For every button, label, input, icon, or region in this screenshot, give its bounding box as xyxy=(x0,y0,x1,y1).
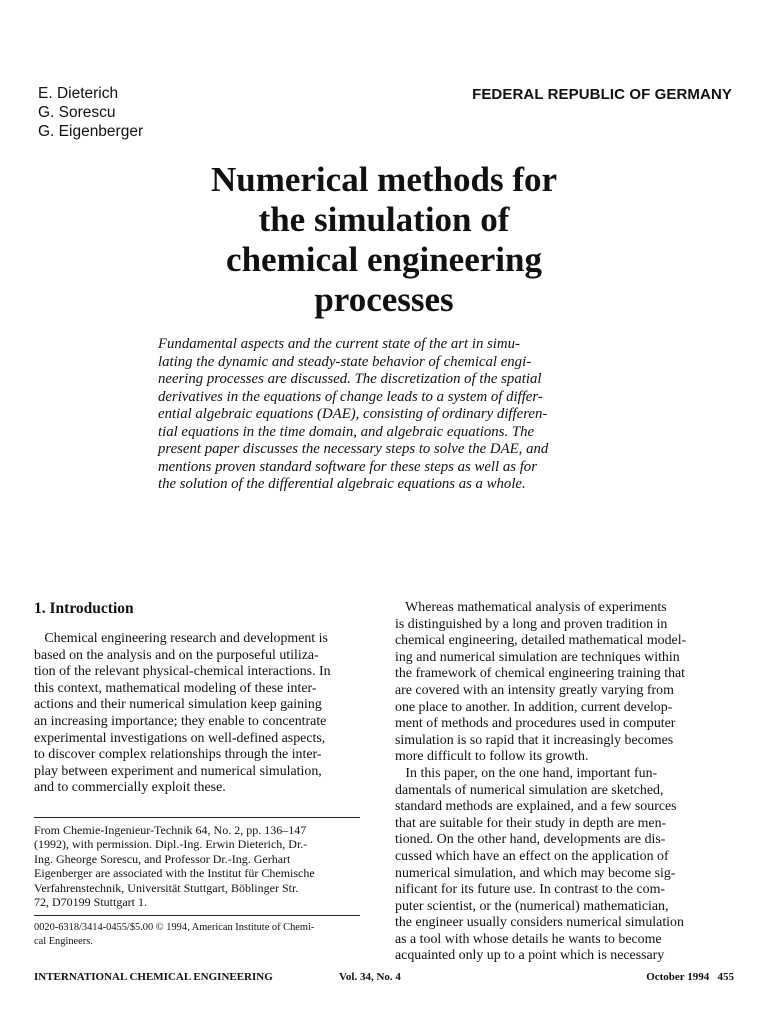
copyright-footnote xyxy=(34,921,366,948)
footnote-line: From Chemie-Ingenieur-Technik 64, No. 2, pp. 136–147 xyxy=(34,823,307,837)
body-line: damentals of numerical simulation are sketched, xyxy=(395,782,664,798)
abstract-line: mentions proven standard software for these steps as well as for xyxy=(158,458,537,475)
body-line: acquainted only up to a point which is necessary xyxy=(395,948,665,964)
body-line: actions and their numerical simulation keep gaining xyxy=(34,697,322,713)
date-page-label: October 1994 455 xyxy=(646,971,734,983)
body-line: numerical simulation, and which may become sig- xyxy=(395,865,676,881)
body-line: Whereas mathematical analysis of experiments xyxy=(395,600,667,615)
body-line: an increasing importance; they enable to concentrate xyxy=(34,713,327,729)
abstract-line: tial equations in the time domain, and algebraic equations. The xyxy=(158,423,535,440)
body-line: one place to another. In addition, current develop- xyxy=(395,699,673,715)
body-line: standard methods are explained, and a few sources xyxy=(395,799,677,815)
footnote-line: 72, D70199 Stuttgart 1. xyxy=(34,895,147,910)
footnote-line: Verfahrenstechnik, Universität Stuttgart, Böblinger Str. xyxy=(34,880,299,895)
author-name: E. Dieterich xyxy=(38,85,119,102)
abstract-line: derivatives in the equations of change leads to a system of differ- xyxy=(158,388,543,405)
body-line: and to commercially exploit these. xyxy=(34,780,226,796)
body-line: is distinguished by a long and proven tradition in xyxy=(395,616,668,632)
volume-label: Vol. 34, No. 4 xyxy=(339,971,401,983)
copyright-line: cal Engineers. xyxy=(34,935,93,947)
body-line: Chemical engineering research and development is xyxy=(34,631,328,646)
body-line: chemical engineering, detailed mathematical model- xyxy=(395,633,687,649)
introduction-body xyxy=(34,631,366,797)
paper-title xyxy=(130,160,638,320)
page-footer xyxy=(34,971,734,987)
body-line: nificant for its future use. In contrast to the com- xyxy=(395,882,666,898)
abstract xyxy=(158,336,608,494)
title-line: Numerical methods for xyxy=(210,160,558,199)
abstract-line: present paper discusses the necessary steps to solve the DAE, and xyxy=(158,441,549,457)
author-name: G. Sorescu xyxy=(38,104,116,121)
body-line: this context, mathematical modeling of these inter- xyxy=(34,680,317,696)
title-line: chemical engineering xyxy=(226,240,542,279)
author-name: G. Eigenberger xyxy=(38,123,144,140)
body-line: tion of the relevant physical-chemical interactions. In xyxy=(34,664,331,680)
body-line: ment of methods and procedures used in computer xyxy=(395,716,676,732)
body-line: as a tool with whose details he wants to become xyxy=(395,931,662,947)
footnote-line: Ing. Gheorge Sorescu, and Professor Dr.-Ing. Gerhart xyxy=(34,851,291,866)
abstract-line: lating the dynamic and steady-state behavior of chemical engi- xyxy=(158,353,532,370)
abstract-line: neering processes are discussed. The discretization of the spatial xyxy=(158,371,542,387)
abstract-line: Fundamental aspects and the current state of the art in simu- xyxy=(158,336,520,352)
body-line: based on the analysis and on the purposeful utiliza- xyxy=(34,647,319,663)
title-line: the simulation of xyxy=(258,200,510,239)
footnote-divider xyxy=(34,817,360,818)
body-line: play between experiment and numerical simulation, xyxy=(34,763,322,779)
abstract-line: the solution of the differential algebraic equations as a whole. xyxy=(158,476,526,492)
body-line: to discover complex relationships through the inter- xyxy=(34,747,322,763)
body-line: the framework of chemical engineering training that xyxy=(395,666,686,682)
right-column-body xyxy=(395,600,735,965)
body-line: more difficult to follow its growth. xyxy=(395,749,589,765)
section-heading: 1. Introduction xyxy=(34,600,134,617)
journal-name: INTERNATIONAL CHEMICAL ENGINEERING xyxy=(34,971,273,983)
footnote-line: (1992), with permission. Dipl.-Ing. Erwin Dieterich, Dr.- xyxy=(34,837,308,852)
copyright-line: 0020-6318/3414-0455/$5.00 © 1994, American Institute of Chemi- xyxy=(34,922,315,933)
abstract-line: ential algebraic equations (DAE), consisting of ordinary differen- xyxy=(158,406,548,422)
author-list xyxy=(38,84,143,141)
body-line: In this paper, on the one hand, important fun- xyxy=(395,765,658,781)
title-line: processes xyxy=(314,280,454,319)
body-line: are covered with an intensity greatly varying from xyxy=(395,682,674,698)
copyright-divider xyxy=(34,915,360,916)
source-footnote xyxy=(34,823,366,909)
body-line: experimental investigations on well-defined aspects, xyxy=(34,730,326,746)
body-line: that are suitable for their study in depth are men- xyxy=(395,815,667,831)
body-line: tioned. On the other hand, developments are dis- xyxy=(395,832,666,848)
body-line: simulation is so rapid that it increasingly becomes xyxy=(395,732,674,748)
body-line: puter scientist, or the (numerical) mathematician, xyxy=(395,898,669,914)
body-line: cussed which have an effect on the application of xyxy=(395,848,669,864)
body-line: the engineer usually considers numerical simulation xyxy=(395,915,684,931)
country-label: FEDERAL REPUBLIC OF GERMANY xyxy=(472,86,732,103)
footnote-line: Eigenberger are associated with the Institut für Chemische xyxy=(34,866,315,881)
body-line: ing and numerical simulation are techniques within xyxy=(395,649,680,665)
